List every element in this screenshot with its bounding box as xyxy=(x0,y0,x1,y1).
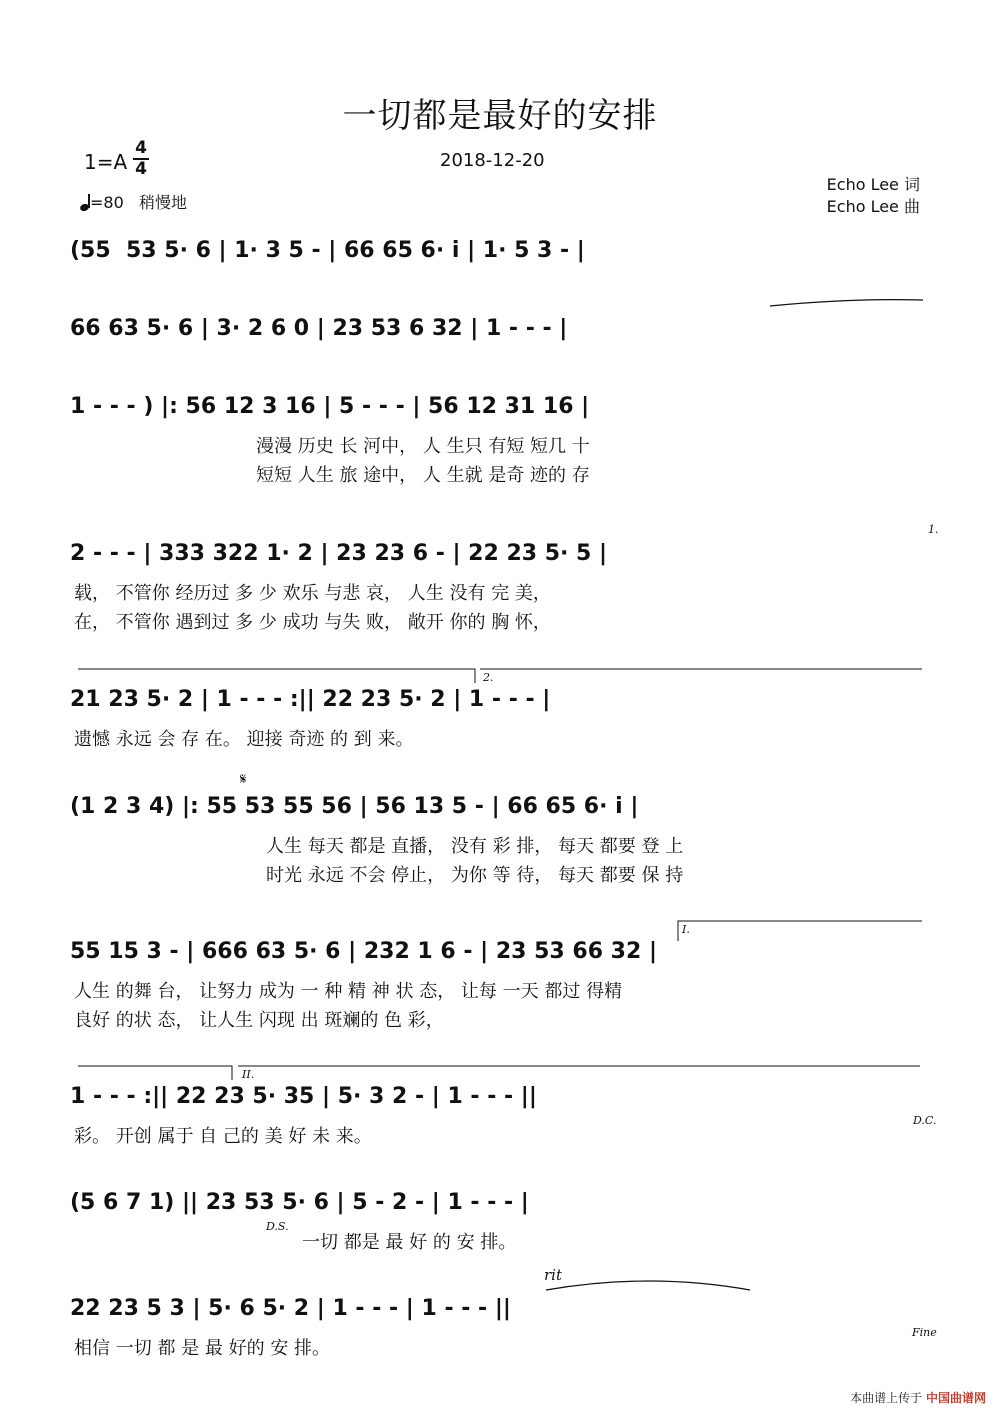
time-signature-bottom: 4 xyxy=(135,159,147,179)
score-row-5 xyxy=(70,671,930,750)
score-row-3 xyxy=(70,390,930,486)
lyrics-row-4-verse-2: 在， 不管你 遇到过 多 少 成功 与失 败， 敞开 你的 胸 怀， xyxy=(74,612,551,633)
site-logo[interactable]: 中国曲谱网 xyxy=(925,1391,986,1405)
notes-row-5: 21 23 5· 2 | 1 - - - :|| 22 23 5· 2 | 1 - - - | xyxy=(70,687,551,712)
time-signature-top: 4 xyxy=(135,138,147,158)
tempo-marking xyxy=(80,190,187,213)
notes-row-1: (55 53 5· 6 | 1· 3 5 - | 66 65 6· i | 1· 5 3 - | xyxy=(70,238,585,263)
date: 2018-12-20 xyxy=(440,150,545,171)
lyrics-row-7-verse-2: 良好 的状 态， 让人生 闪现 出 斑斓的 色 彩， xyxy=(74,1010,444,1031)
volta-2-mark: II. xyxy=(242,1068,255,1081)
notes-row-3: 1 - - - ) |: 56 12 3 16 | 5 - - - | 56 12 31 16 | xyxy=(70,394,590,419)
notes-row-9: (5 6 7 1) || 23 53 5· 6 | 5 - 2 - | 1 - - - | xyxy=(70,1190,529,1215)
notes-row-7: 55 15 3 - | 666 63 5· 6 | 232 1 6 - | 23 53 66 32 | xyxy=(70,939,657,964)
lyrics-row-7-verse-1: 人生 的舞 台， 让努力 成为 一 种 精 神 状 态， 让每 一天 都过 得精 xyxy=(74,981,623,1002)
tempo-word: 稍慢地 xyxy=(139,193,188,212)
score-row-4 xyxy=(70,523,939,633)
score-row-8 xyxy=(70,1068,937,1147)
ds-mark: D.S. xyxy=(266,1220,289,1233)
lyrics-row-6-verse-1: 人生 每天 都是 直播， 没有 彩 排， 每天 都要 登 上 xyxy=(266,836,684,857)
notes-row-10: 22 23 5 3 | 5· 6 5· 2 | 1 - - - | 1 - - - || xyxy=(70,1296,511,1321)
score-row-2 xyxy=(70,312,930,346)
score-row-6 xyxy=(70,770,930,886)
volta-1-mark: I. xyxy=(682,923,690,936)
rit-mark: rit xyxy=(544,1266,562,1284)
time-signature xyxy=(133,140,149,178)
song-title: 一切都是最好的安排 xyxy=(342,96,658,136)
lyrics-row-3-verse-1: 漫漫 历史 长 河中， 人 生只 有短 短几 十 xyxy=(256,436,590,457)
score-row-1 xyxy=(70,234,930,268)
lyrics-row-5: 遗憾 永远 会 存 在。 迎接 奇迹 的 到 来。 xyxy=(74,729,414,750)
score-row-10 xyxy=(70,1266,937,1359)
lyrics-row-6-verse-2: 时光 永远 不会 停止， 为你 等 待， 每天 都要 保 持 xyxy=(266,865,684,886)
notes-row-4: 2 - - - | 333 322 1· 2 | 23 23 6 - | 22 23 5· 5 | xyxy=(70,541,608,566)
composer: Echo Lee 曲 xyxy=(826,197,920,216)
lyricist: Echo Lee 词 xyxy=(826,175,920,194)
key-signature: 1=A xyxy=(84,150,128,174)
segno-icon: 𝄋 xyxy=(240,770,247,788)
notes-row-2: 66 63 5· 6 | 3· 2 6 0 | 23 53 6 32 | 1 - - - | xyxy=(70,316,568,341)
fine-mark: Fine xyxy=(912,1326,937,1339)
score-row-7 xyxy=(70,923,930,1031)
lyrics-row-8: 彩。 开创 属于 自 己的 美 好 未 来。 xyxy=(74,1126,372,1147)
upload-credit-text: 本曲谱上传于 xyxy=(850,1391,923,1405)
notes-row-6: (1 2 3 4) |: 55 53 55 56 | 56 13 5 - | 66 65 6· i | xyxy=(70,794,639,819)
volta-1-mark: 1. xyxy=(928,523,939,536)
lyrics-row-10: 相信 一切 都 是 最 好的 安 排。 xyxy=(74,1338,331,1359)
quarter-note-icon xyxy=(80,195,90,211)
lyrics-row-4-verse-1: 载， 不管你 经历过 多 少 欢乐 与悲 哀， 人生 没有 完 美， xyxy=(74,583,551,604)
score-row-9 xyxy=(70,1186,930,1253)
tempo-value: =80 xyxy=(90,193,124,212)
lyrics-row-3-verse-2: 短短 人生 旅 途中， 人 生就 是奇 迹的 存 xyxy=(256,465,590,486)
notes-row-8: 1 - - - :|| 22 23 5· 35 | 5· 3 2 - | 1 - - - || xyxy=(70,1084,537,1109)
dc-mark: D.C. xyxy=(913,1114,937,1127)
volta-2-mark: 2. xyxy=(483,671,494,684)
lyrics-row-9: 一切 都是 最 好 的 安 排。 xyxy=(302,1232,517,1253)
upload-credit xyxy=(850,1389,986,1406)
